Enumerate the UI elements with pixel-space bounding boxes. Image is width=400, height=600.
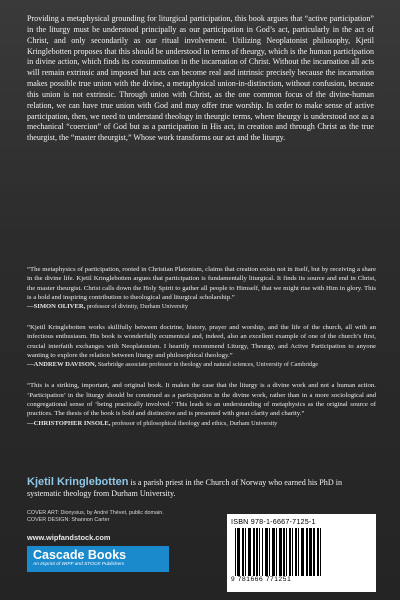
endorsement-attribution <box>27 361 376 369</box>
endorsement <box>27 381 376 427</box>
barcode-bar <box>262 528 263 576</box>
endorser-title: professor of divinity, Durham University <box>85 303 188 311</box>
barcode-bar <box>259 528 260 576</box>
barcode-bar <box>265 528 268 576</box>
endorser-name: —ANDREW DAVISON, <box>27 361 97 369</box>
publisher-imprint: An Imprint of WIPF and STOCK Publishers <box>33 562 125 567</box>
barcode-bar <box>298 528 299 576</box>
endorser-name: —SIMON OLIVER, <box>27 303 86 311</box>
barcode-bar <box>309 528 312 576</box>
barcode-bars <box>231 528 372 576</box>
barcode-bar <box>306 528 308 576</box>
endorsement-attribution <box>27 303 376 311</box>
barcode-bar <box>283 528 285 576</box>
barcode-bar <box>245 528 246 576</box>
author-bio-text: is a parish priest in the Church of Norway who earned his PhD in systematic theology from Durham University. <box>27 478 342 498</box>
cover-art-credit: COVER ART: Dionysius, by André Thévet, public domain. <box>27 510 164 516</box>
endorsement <box>27 265 376 311</box>
publisher-website: www.wipfandstock.com <box>27 533 111 542</box>
isbn-digits: 9 781666 771251 <box>231 576 292 583</box>
book-description: Providing a metaphysical grounding for liturgical participation, this book argues that “active participation” in the liturgy must be understood principally as our participation in God’s act, particularly in the act of Christ, and only secondarily as our ritual involvement. Utilizing Neoplatonist philosophy, Kjetil Kringlebotten proposes that this should be understood in terms of theurgy, which is the human participation in divine action, which finds its consummation in the incarnation of Christ. Without the incarnation all acts will remain extrinsic and imposed but acts can become real and intrinsic precisely because the incarnation makes possible true union with the divine, a metaphysical union-in-distinction, without confusion, because this union is not extrinsic. Through union with Christ, as the one common focus of the divine-human relation, we can have true union with God and may offer true worship. In order to make sense of active participation, then, we need to understand theology in theurgic terms, where theurgy is understood not as a mechanical “coercion” of God but as a participation in His act, in creation and through Christ as the true theurgist, the “master theurgist,” Whose work transforms our act and the liturgy. <box>27 14 374 143</box>
barcode-bar <box>317 528 319 576</box>
barcode-bar <box>295 528 297 576</box>
author-bio <box>27 477 376 499</box>
barcode-bar <box>276 528 277 576</box>
barcode-bar <box>242 528 244 576</box>
barcode-bar <box>301 528 304 576</box>
endorsements <box>27 265 376 440</box>
barcode-bar <box>248 528 251 576</box>
barcode-bar <box>292 528 293 576</box>
endorser-name: —CHRISTOPHER INSOLE, <box>27 419 111 427</box>
barcode-bar <box>286 528 287 576</box>
barcode-bar <box>320 528 321 576</box>
barcode-bar <box>237 528 240 576</box>
endorsement-quote: “This is a striking, important, and original book. It makes the case that the liturgy is a divine work and not a human action. ‘Participation’ in the liturgy should be construed as a participation in the divine work, rather than in a more sociological and congregational sense of ‘being practically involved.’ This leads to an understanding of metaphysics as the original source of practices. The thesis of the book is bold and distinctive and is presented with great clarity and charity.” <box>27 382 376 418</box>
isbn-label: ISBN 978-1-6667-7125-1 <box>231 517 316 526</box>
barcode-bar <box>253 528 255 576</box>
endorsement-quote: “Kjetil Kringlebotten works skillfully between doctrine, history, prayer and worship, and the life of the church, all with an infectious enthusiasm. His book is wonderfully ecumenical and, indeed, also an excellent example of one of the church’s first, crucial interfaith exchanges with Neoplatonism. I heartily recommend Liturgy, Theurgy, and Active Participation to anyone wanting to explore the relation between liturgy and philosophical theology.” <box>27 324 376 360</box>
barcode-bar <box>313 528 315 576</box>
author-name: Kjetil Kringlebotten <box>27 476 129 488</box>
cover-design-credit: COVER DESIGN: Shannon Carter <box>27 517 110 523</box>
barcode-bar <box>269 528 270 576</box>
endorser-title: Starbridge associate professor in theology and natural sciences, University of Cambridge <box>96 361 319 369</box>
publisher-name: Cascade Books <box>33 548 127 562</box>
isbn-barcode <box>227 514 376 592</box>
barcode-bar <box>279 528 282 576</box>
barcode-bar <box>289 528 291 576</box>
endorsement-attribution <box>27 420 376 428</box>
endorsement <box>27 323 376 369</box>
cover-credits <box>27 510 197 524</box>
barcode-bar <box>256 528 258 576</box>
publisher-logo <box>27 546 169 572</box>
barcode-bar <box>235 528 236 576</box>
endorsement-quote: “The metaphysics of participation, rooted in Christian Platonism, claims that creation exists not in itself, but by receiving a share in the divine life. Kjetil Kringlebotten argues that participation is fundamentally liturgical. It finds its source and end in Christ, the master theurgist. Christ calls down the Holy Spirit to gather all people to Himself, that we might rise with Him in glory. This is a bold and inspiring contribution to theological and liturgical scholarship.” <box>27 266 376 301</box>
barcode-bar <box>272 528 275 576</box>
barcode-graphic <box>231 528 372 576</box>
endorser-title: professor of philosophical theology and ethics, Durham University <box>110 419 278 427</box>
